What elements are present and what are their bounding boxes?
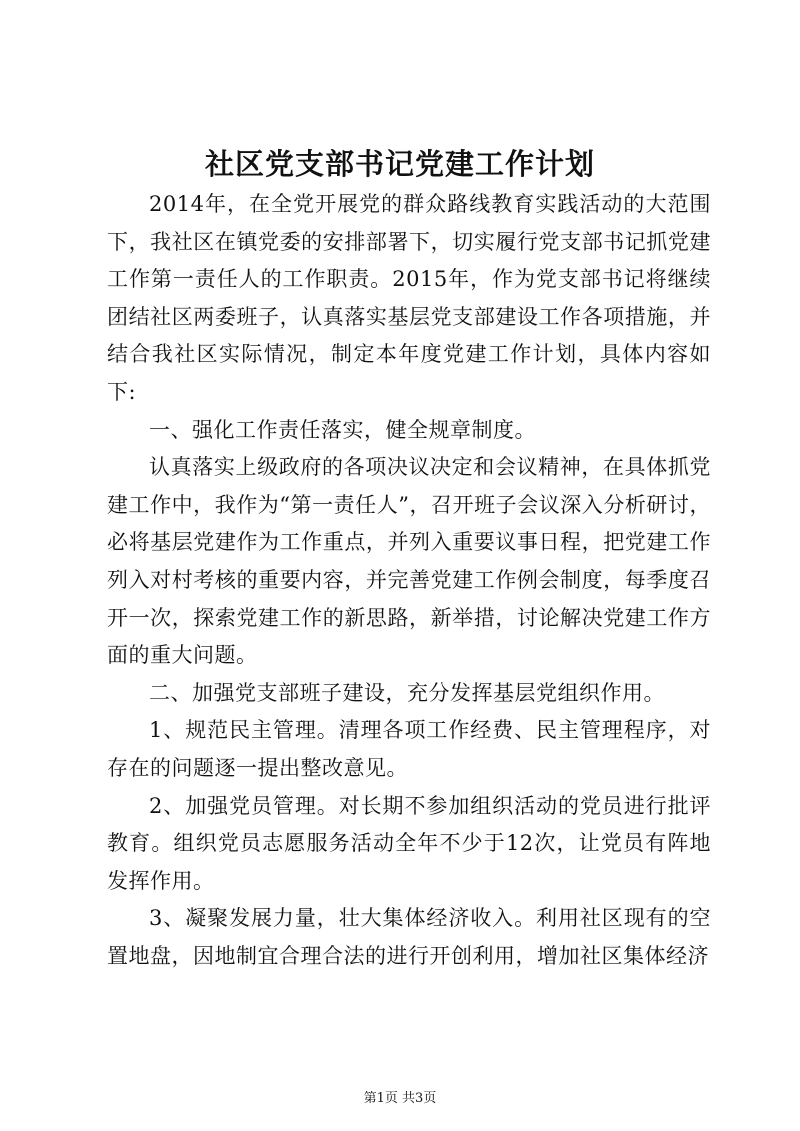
section-heading-1: 一、强化工作责任落实，健全规章制度。 xyxy=(149,417,536,442)
list-item-1: 1、规范民主管理。清理各项工作经费、民主管理程序，对存在的问题逐一提出整改意见。 xyxy=(107,718,711,780)
list-item-2: 2、加强党员管理。对长期不参加组织活动的党员进行批评教育。组织党员志愿服务活动全年不少于12次，让党员有阵地发挥作用。 xyxy=(107,793,711,893)
paragraph-intro: 2014年，在全党开展党的群众路线教育实践活动的大范围下，我社区在镇党委的安排部署下，切实履行党支部书记抓党建工作第一责任人的工作职责。2015年，作为党支部书记将继续团结社区两委班子，认真落实基层党支部建设工作各项措施，并结合我社区实际情况，制定本年度党建工作计划，具体内容如下: xyxy=(107,192,711,404)
document-title: 社区党支部书记党建工作计划 xyxy=(204,147,595,181)
document-body xyxy=(107,186,711,975)
section-heading-2: 二、加强党支部班子建设，充分发挥基层党组织作用。 xyxy=(149,680,665,705)
paragraph-section-1: 认真落实上级政府的各项决议决定和会议精神，在具体抓党建工作中，我作为“第一责任人”，召开班子会议深入分析研讨，必将基层党建作为工作重点，并列入重要议事日程，把党建工作列入对村考核的重要内容，并完善党建工作例会制度，每季度召开一次，探索党建工作的新思路，新举措，讨论解决党建工作方面的重大问题。 xyxy=(107,455,711,668)
list-item-3: 3、凝聚发展力量，壮大集体经济收入。利用社区现有的空置地盘，因地制宜合理合法的进行开创利用，增加社区集体经济 xyxy=(107,906,711,968)
page-number-footer: 第1页 共3页 xyxy=(363,1091,437,1106)
